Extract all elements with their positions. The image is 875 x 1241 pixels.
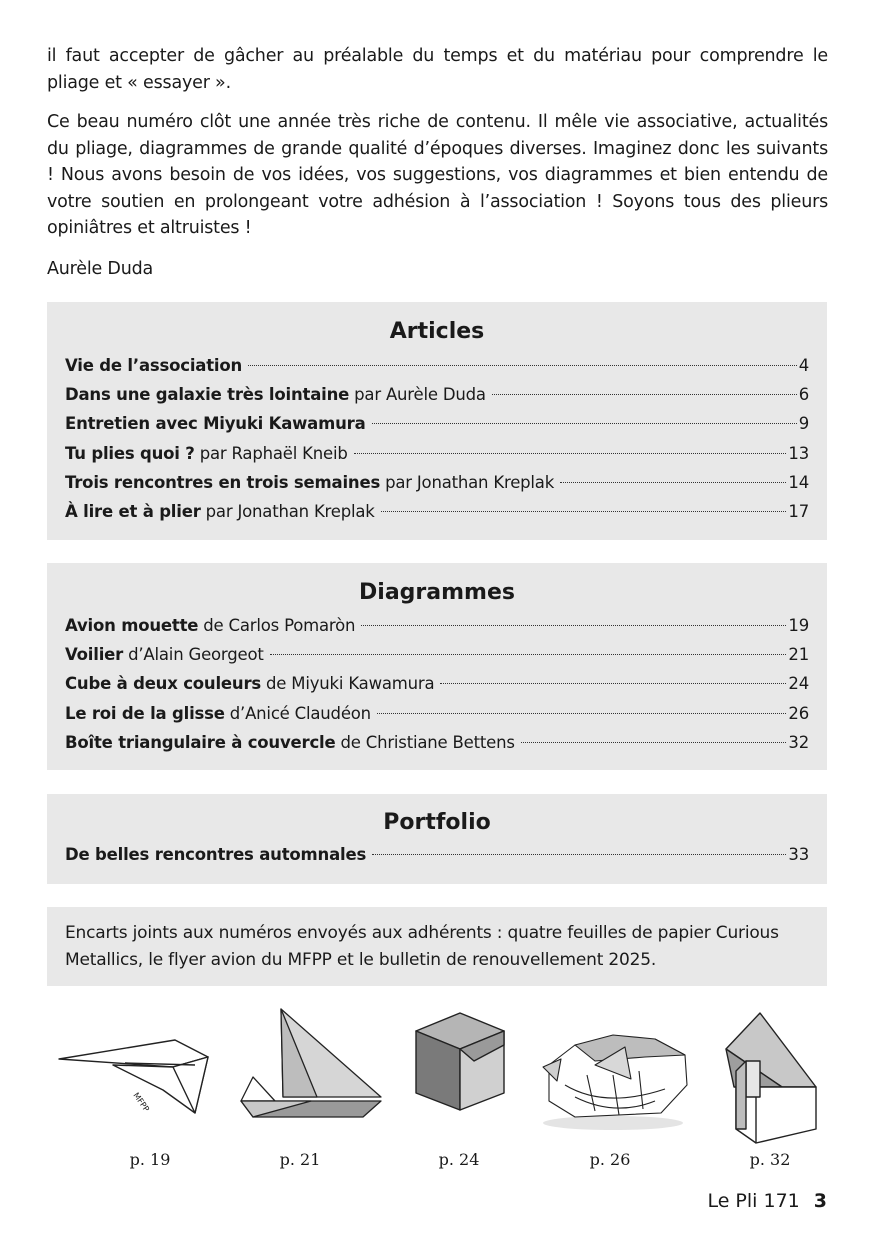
intro-paragraph-2: Ce beau numéro clôt une année très riche de contenu. Il mêle vie associative, actualités du pliage, diagrammes de grande qualité d’époques diverses. Imaginez donc les suivants ! Nous avons besoin de vos idées, vos suggestions, vos diagrammes et bien entendu de votre soutien en prolongeant votre adhésion à l’association ! Soyons tous des plieurs opiniâtres et altruistes ! <box>47 112 828 238</box>
toc-entry <box>47 439 827 468</box>
toc-entry-author: par Aurèle Duda <box>354 385 486 405</box>
toc-entry <box>47 699 827 728</box>
toc-entry <box>47 497 827 526</box>
diagrammes-heading: Diagrammes <box>359 580 515 605</box>
leader-dots <box>521 742 787 743</box>
signature: Aurèle Duda <box>47 259 154 279</box>
toc-entry-author: d’Anicé Claudéon <box>229 703 371 723</box>
toc-entry-title: Vie de l’association <box>65 356 243 375</box>
leader-dots <box>560 482 786 483</box>
leader-dots <box>354 453 787 454</box>
toc-entry <box>47 640 827 669</box>
portfolio-section <box>47 794 827 884</box>
toc-entry-page: 26 <box>788 703 809 723</box>
figure-caption-5: p. 32 <box>749 1150 791 1169</box>
toc-entry-page: 6 <box>798 385 809 405</box>
svg-text:MFPP: MFPP <box>131 1090 151 1114</box>
articles-section <box>47 302 827 540</box>
toc-entry-title: Tu plies quoi ? <box>65 443 195 463</box>
toc-entry-author: de Carlos Pomaròn <box>203 616 356 635</box>
toc-entry <box>47 468 827 497</box>
toc-entry <box>47 728 827 757</box>
toc-entry-page: 13 <box>788 443 809 463</box>
toc-entry-page: 17 <box>788 502 809 522</box>
toc-entry-title: De belles rencontres automnales <box>65 845 367 864</box>
leader-dots <box>270 654 787 655</box>
paper-plane-icon <box>55 1005 215 1125</box>
leader-dots <box>440 683 786 684</box>
magazine-issue: Le Pli 171 <box>707 1190 800 1212</box>
diagrammes-section <box>47 563 827 770</box>
leader-dots <box>372 423 797 424</box>
triangular-box-icon <box>722 1005 822 1145</box>
toc-entry-author: d’Alain Georgeot <box>128 645 264 665</box>
figure-caption-4: p. 26 <box>589 1150 631 1169</box>
surfer-model-icon <box>535 1005 695 1135</box>
toc-entry-page: 33 <box>788 845 809 864</box>
toc-entry-author: par Jonathan Kreplak <box>205 502 375 522</box>
toc-entry-title: Le roi de la glisse <box>65 703 225 723</box>
toc-entry <box>47 409 827 438</box>
leader-dots <box>248 365 797 366</box>
toc-entry <box>47 669 827 698</box>
toc-entry-page: 14 <box>788 472 809 492</box>
figure-caption-1: p. 19 <box>129 1150 171 1169</box>
leader-dots <box>492 394 797 395</box>
figure-caption-2: p. 21 <box>279 1150 321 1169</box>
sailboat-icon <box>237 1005 387 1125</box>
toc-entry-author: par Jonathan Kreplak <box>385 472 555 492</box>
toc-entry-title: Boîte triangulaire à couvercle <box>65 732 336 752</box>
toc-entry <box>47 351 827 380</box>
page-footer <box>707 1190 827 1212</box>
toc-entry <box>47 380 827 409</box>
leader-dots <box>377 713 786 714</box>
toc-entry-page: 24 <box>788 674 809 694</box>
toc-entry-page: 9 <box>798 414 809 434</box>
toc-entry-title: Trois rencontres en trois semaines <box>65 472 381 492</box>
leader-dots <box>372 854 786 855</box>
leader-dots <box>361 625 786 626</box>
leader-dots <box>381 511 787 512</box>
cube-icon <box>412 1005 506 1120</box>
toc-entry-page: 32 <box>788 732 809 752</box>
encarts-note: Encarts joints aux numéros envoyés aux adhérents : quatre feuilles de papier Curious Metallics, le flyer avion du MFPP et le bulletin de renouvellement 2025. <box>47 907 827 986</box>
toc-entry-page: 4 <box>798 356 809 375</box>
figure-caption-3: p. 24 <box>438 1150 480 1169</box>
intro-paragraph-1: il faut accepter de gâcher au préalable du temps et du matériau pour comprendre le pliage et « essayer ». <box>47 46 828 93</box>
page-number: 3 <box>813 1190 827 1212</box>
toc-entry <box>47 840 827 869</box>
portfolio-heading: Portfolio <box>383 810 491 835</box>
toc-entry-page: 21 <box>788 645 809 665</box>
toc-entry-author: par Raphaël Kneib <box>199 443 348 463</box>
toc-entry-title: À lire et à plier <box>65 502 201 522</box>
toc-entry-title: Voilier <box>65 645 124 665</box>
toc-entry-page: 19 <box>788 616 809 635</box>
toc-entry-author: de Christiane Bettens <box>340 732 515 752</box>
toc-entry-title: Entretien avec Miyuki Kawamura <box>65 414 366 434</box>
toc-entry-title: Cube à deux couleurs <box>65 674 262 694</box>
toc-entry-title: Avion mouette <box>65 616 199 635</box>
toc-entry-author: de Miyuki Kawamura <box>266 674 435 694</box>
toc-entry-title: Dans une galaxie très lointaine <box>65 385 350 405</box>
toc-entry <box>47 611 827 640</box>
articles-heading: Articles <box>389 319 485 344</box>
